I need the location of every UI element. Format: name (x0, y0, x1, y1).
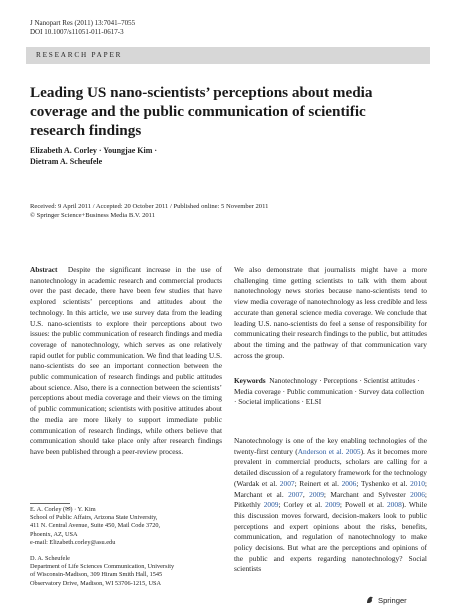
affiliation-line: Phoenix, AZ, USA (30, 530, 78, 538)
publisher-logo (365, 595, 407, 605)
intro-text: ; Marchant and Sylvester (323, 489, 411, 499)
intro-text: Nanotechnology is one of the key enabling technologies of the twenty-first century ( (234, 436, 427, 456)
abstract-continued: We also demonstrate that journalists might have a more challenging time getting scientists to talk with them about nanotechnology news stories because nano-scientists tend to view media coverage of nanotechnology as less credible and less accurate than general science media coverage. We conclude that leading U.S. nano-scientists do feel a sense of responsibility for communicating their research findings to the public, but attitudes about the timing and the pathway of that communication vary across the group. (234, 265, 427, 360)
affiliation-line: School of Public Affairs, Arizona State University, (30, 514, 158, 522)
journal-info (30, 19, 135, 37)
author-list (30, 145, 330, 167)
affiliation-email[interactable]: e-mail: Elizabeth.corley@asu.edu (30, 538, 116, 546)
keywords (234, 376, 427, 408)
citation-link[interactable]: 2006 (341, 478, 357, 488)
copyright-line: © Springer Science+Business Media B.V. 2011 (30, 212, 156, 219)
keywords-text: Nanotechnology · Perceptions · Scientist attitudes · Media coverage · Public communication · Survey data collection · Societal implications · ELSI (234, 376, 425, 407)
affiliation-line: 411 N. Central Avenue, Suite 450, Mail Code 3720, (30, 522, 161, 530)
intro-text: , (302, 489, 310, 499)
intro-text: ). As it becomes more prevalent in commercial products, scholars are calling for a detailed discussion of a regulatory framework for the technology (Wardak et al. (234, 446, 428, 488)
intro-text: ; Pitkethly (234, 489, 427, 510)
affiliation-names: D. A. Scheufele (30, 555, 70, 562)
intro-text: ). While this discussion moves forward, decision-makers look to public perceptions and expert opinions about the risks, benefits, communication, and regulation of nanotechnology to make policy decisions. But what are the perceptions and opinions of the public and experts regarding nanotechnology? Social scientists (234, 500, 427, 574)
publication-dates (30, 202, 430, 220)
abstract-heading: Abstract (30, 265, 58, 274)
citation-link[interactable]: 2009 (263, 500, 279, 510)
citation-link[interactable]: 2009 (325, 500, 340, 510)
affiliation-names: E. A. Corley (✉) · Y. Kim (30, 506, 96, 513)
abstract (30, 265, 222, 458)
article-title: Leading US nano-scientists’ perceptions about media coverage and the public communication of scientific research findings (30, 84, 373, 139)
citation-link[interactable]: 2008 (386, 500, 402, 510)
affiliation-line: Department of Life Sciences Communication, University (30, 563, 175, 571)
article-type-label: RESEARCH PAPER (36, 51, 123, 59)
citation-link[interactable]: Anderson et al. 2005 (297, 446, 361, 456)
intro-text: ; Powell et al. (339, 500, 387, 510)
keywords-heading: Keywords (234, 376, 266, 385)
citation-link[interactable]: 2009 (309, 489, 324, 499)
intro-text: ; Marchant et al. (234, 478, 427, 499)
authors-line-1: Elizabeth A. Corley · Youngjae Kim · (30, 146, 158, 155)
publisher-name: Springer (378, 595, 407, 605)
dates-line: Received: 9 April 2011 / Accepted: 20 October 2011 / Published online: 5 November 2011 (30, 203, 269, 210)
intro-text: ; Corley et al. (278, 500, 326, 510)
citation-link[interactable]: 2007 (279, 478, 295, 488)
abstract-text: Despite the significant increase in the use of nanotechnology in academic research and commercial products over the past decade, there have been few studies that have explored scientists’ perceptions and attitudes about the technology. In this article, we use survey data from the leading U.S. nano-scientists to explore their perceptions about two issues: the public communication of research findings and media coverage of nanotechnology, which serves as one relatively rapid outlet for public communication. We find that leading U.S. nano-scientists do see an important connection between the public communication of research findings and public attitudes about science. Also, there is a connection between the scientists’ perceptions about media coverage and their views on the timing of public communication; scientists with positive attitudes about the media are more likely to support immediate public communication of research findings, while others believe that communication should take place only after research findings have been published through a peer-review process. (30, 265, 222, 456)
journal-doi: DOI 10.1007/s11051-011-0617-3 (30, 28, 124, 36)
affiliation-line: of Wisconsin-Madison, 309 Hiram Smith Hall, 1545 (30, 571, 163, 579)
footnote-divider (30, 503, 70, 504)
citation-link[interactable]: 2006 (410, 489, 425, 499)
introduction-paragraph (234, 436, 427, 575)
citation-link[interactable]: 2007 (288, 489, 303, 499)
citation-link[interactable]: 2010 (410, 478, 425, 488)
intro-text: ; Tyshenko et al. (356, 478, 411, 488)
journal-citation: J Nanopart Res (2011) 13:7041–7055 (30, 19, 136, 27)
springer-horse-icon (365, 595, 375, 605)
intro-text: ; Reinert et al. (294, 478, 342, 488)
affiliation-corley-kim (30, 506, 222, 547)
authors-line-2: Dietram A. Scheufele (30, 157, 103, 166)
affiliation-scheufele (30, 555, 222, 588)
affiliation-line: Observatory Drive, Madison, WI 53706-1215, USA (30, 579, 162, 587)
